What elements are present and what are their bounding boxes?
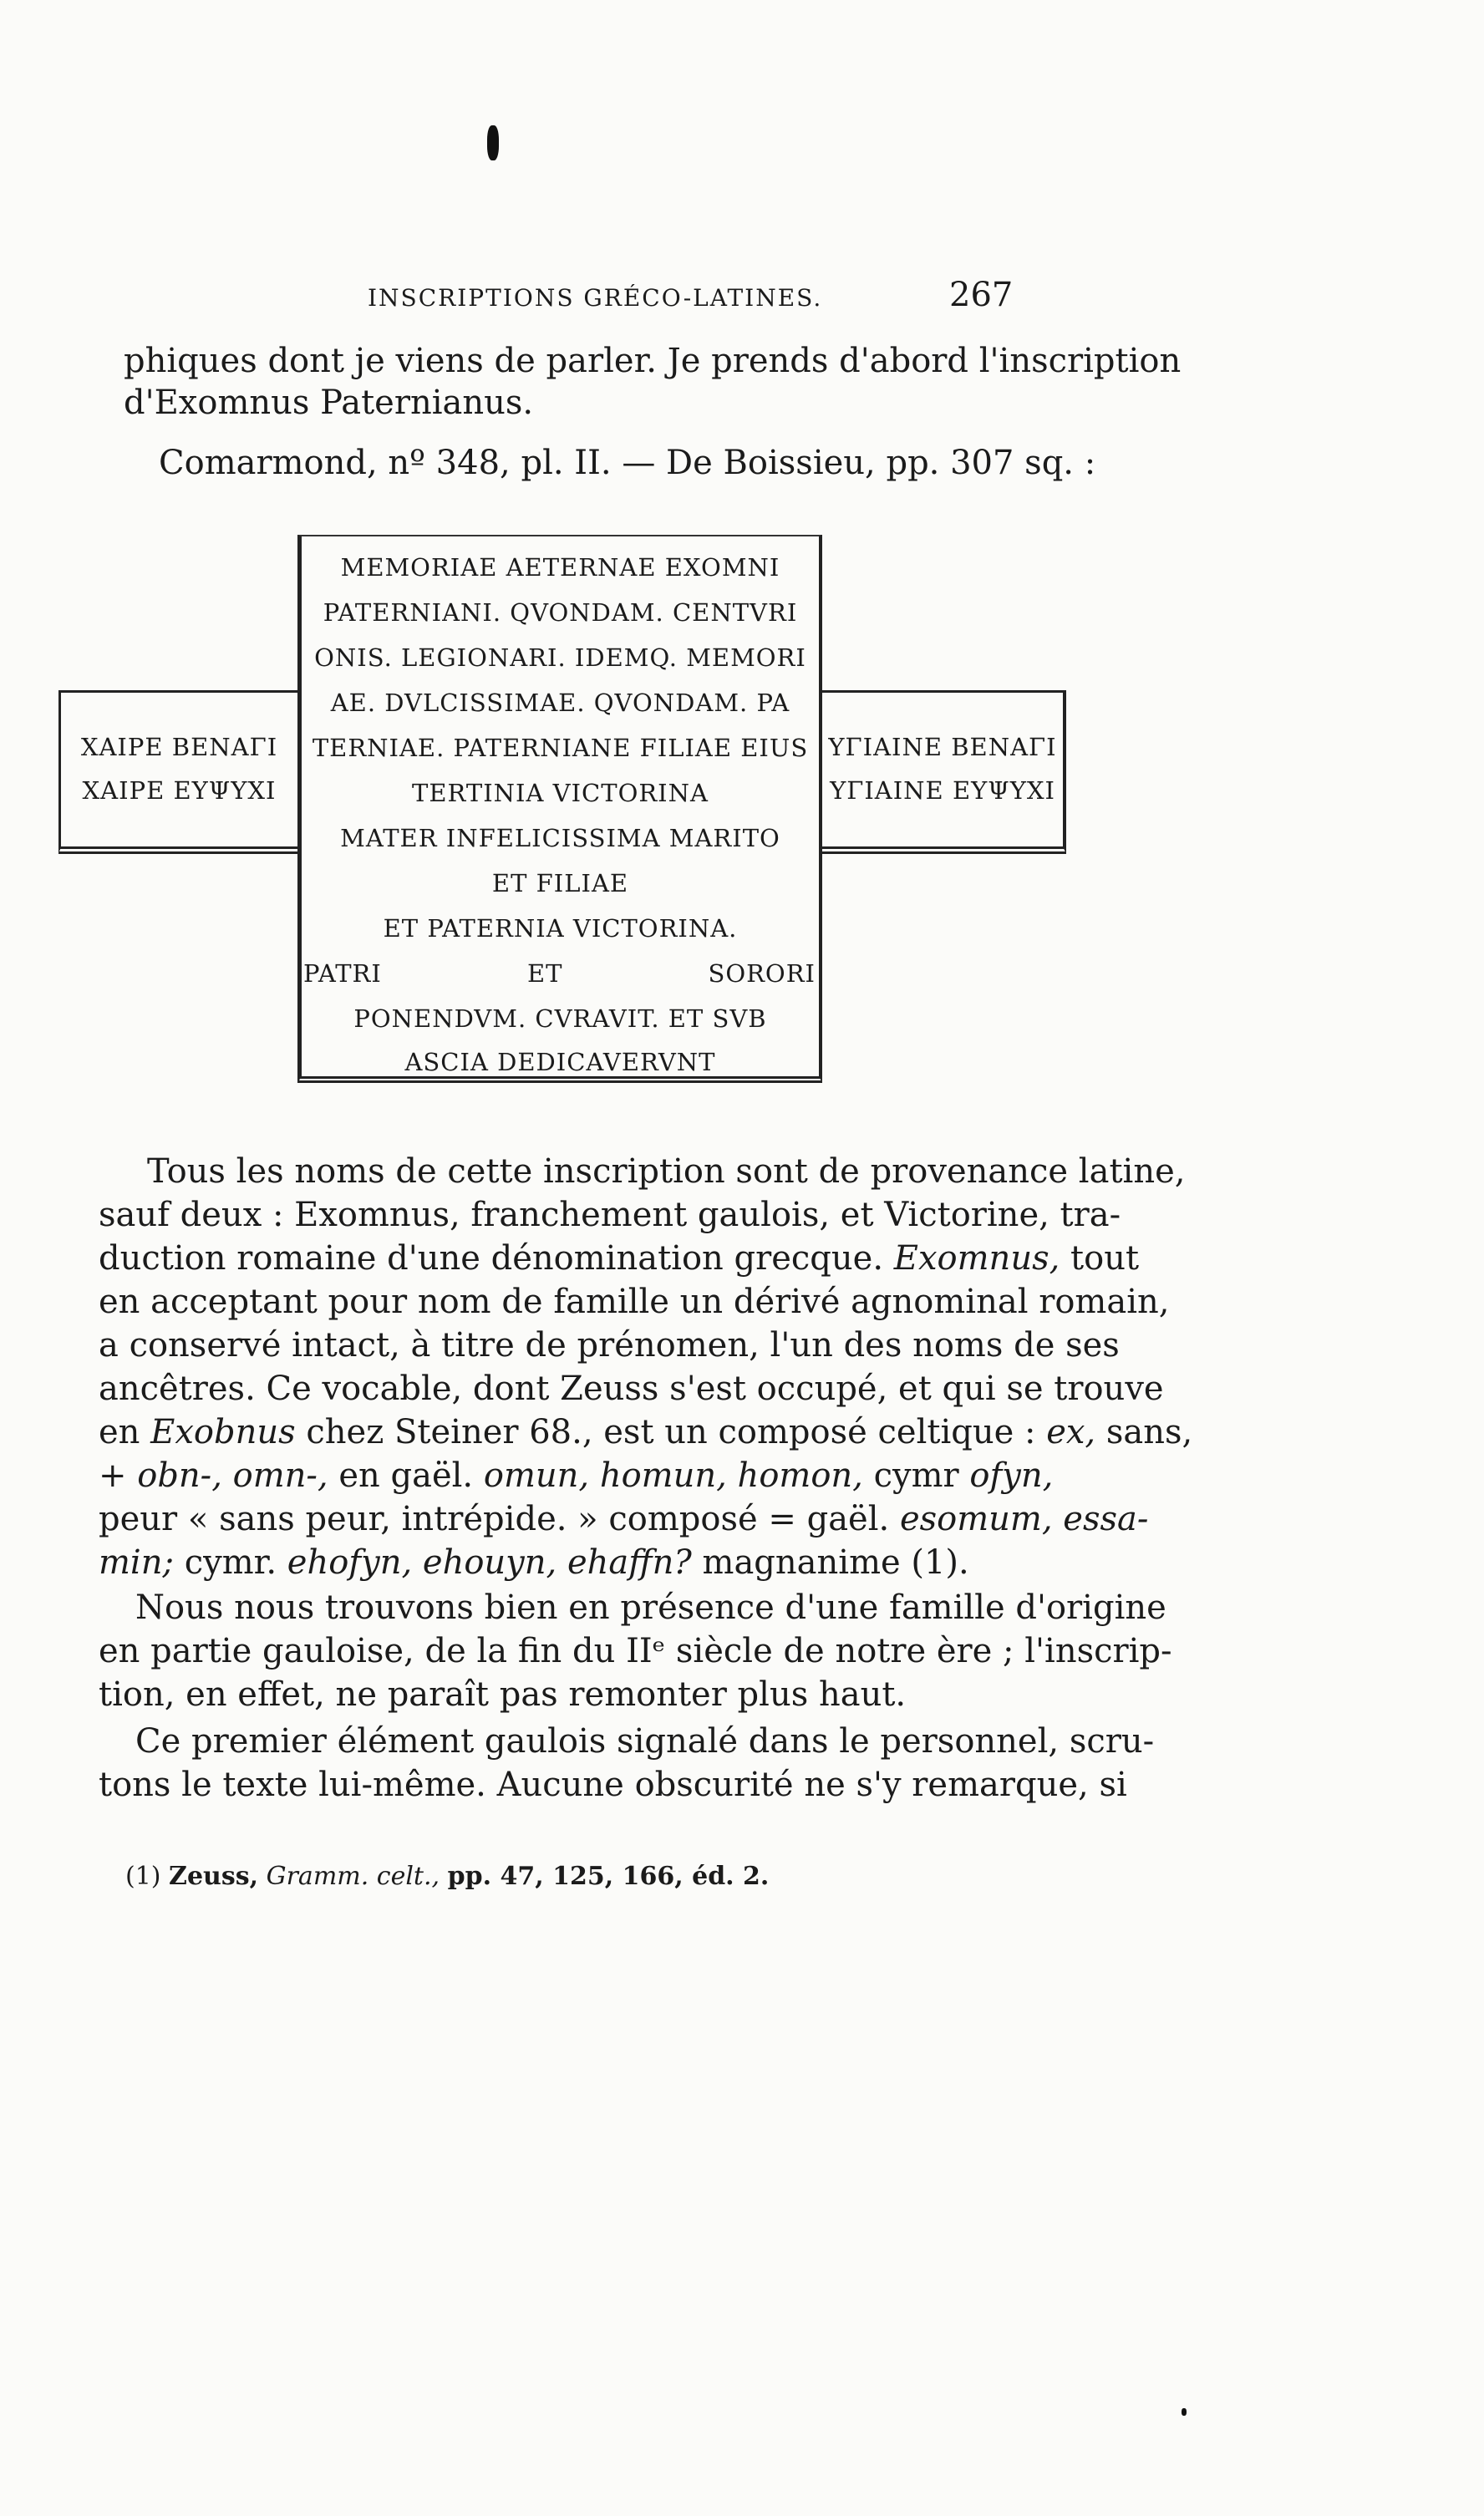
inscription-line: ONIS. LEGIONARI. IDEMQ. MEMORI [314, 643, 806, 672]
inscription-line: MATER INFELICISSIMA MARITO [340, 824, 780, 852]
inscription-line: ET FILIAE [491, 869, 629, 897]
inscription-line: TERTINIA VICTORINA [412, 779, 709, 807]
body-line: duction romaine d'une dénomination grecque. Exomnus, tout [99, 1239, 1140, 1278]
ink-blot [487, 125, 499, 160]
body-line: + obn-, omn-, en gaël. omun, homun, homon, cymr ofyn, [99, 1456, 1054, 1495]
body-line: sauf deux : Exomnus, franchement gaulois, et Victorine, tra- [99, 1196, 1121, 1234]
body-line: tion, en effet, ne paraît pas remonter plus haut. [99, 1675, 907, 1714]
inscription-word: PATRI [303, 959, 382, 988]
inscription-main-panel [297, 535, 822, 1083]
intro-line-1: phiques dont je viens de parler. Je prends d'abord l'inscription [124, 342, 1182, 380]
greek-line: ΥΓΙΑΙΝΕ ΒΕΝΑΓΙ [828, 733, 1057, 761]
inscription-line: AE. DVLCISSIMAE. QVONDAM. PA [330, 689, 790, 717]
reference-line: Comarmond, nº 348, pl. II. — De Boissieu, pp. 307 sq. : [159, 444, 1096, 482]
inscription-word: SORORI [708, 959, 816, 988]
running-title: INSCRIPTIONS GRÉCO-LATINES. [368, 284, 823, 312]
inscription-right-panel [822, 690, 1066, 854]
inscription-line: PONENDVM. CVRAVIT. ET SVB [353, 1004, 767, 1033]
ink-speck [1182, 2408, 1187, 2416]
body-line: ancêtres. Ce vocable, dont Zeuss s'est occupé, et qui se trouve [99, 1370, 1164, 1408]
inscription-line: ET PATERNIA VICTORINA. [383, 914, 738, 943]
body-line: a conservé intact, à titre de prénomen, l'un des noms de ses [99, 1326, 1120, 1365]
body-line: Tous les noms de cette inscription sont de provenance latine, [147, 1152, 1186, 1191]
greek-line: ΧΑΙΡΕ ΒΕΝΑΓΙ [80, 733, 278, 761]
intro-line-2: d'Exomnus Paternianus. [124, 384, 534, 422]
inscription-word: ET [527, 959, 563, 988]
body-line: tons le texte lui-même. Aucune obscurité ne s'y remarque, si [99, 1766, 1127, 1804]
inscription-line: TERNIAE. PATERNIANE FILIAE EIUS [312, 734, 809, 762]
page-number: 267 [949, 276, 1014, 314]
body-line: en acceptant pour nom de famille un dérivé agnominal romain, [99, 1283, 1170, 1321]
body-line: en partie gauloise, de la fin du IIᵉ siècle de notre ère ; l'inscrip- [99, 1632, 1172, 1670]
inscription-left-panel [58, 690, 297, 854]
inscription-line: ASCIA DEDICAVERVNT [404, 1048, 716, 1076]
body-line: en Exobnus chez Steiner 68., est un composé celtique : ex, sans, [99, 1413, 1193, 1451]
greek-line: ΥΓΙΑΙΝΕ ΕΥΨΥΧΙ [830, 776, 1055, 805]
inscription-line: PATERNIANI. QVONDAM. CENTVRI [323, 598, 798, 627]
body-line: peur « sans peur, intrépide. » composé = gaël. esomum, essa- [99, 1500, 1149, 1538]
footnote: (1) Zeuss, Gramm. celt., pp. 47, 125, 166, éd. 2. [125, 1862, 770, 1891]
body-line: Ce premier élément gaulois signalé dans le personnel, scru- [135, 1722, 1155, 1761]
body-line: min; cymr. ehofyn, ehouyn, ehaffn? magnanime (1). [99, 1543, 969, 1582]
inscription-line: MEMORIAE AETERNAE EXOMNI [340, 553, 780, 582]
greek-line: ΧΑΙΡΕ ΕΥΨΥΧΙ [82, 776, 277, 805]
body-line: Nous nous trouvons bien en présence d'une famille d'origine [135, 1588, 1166, 1627]
